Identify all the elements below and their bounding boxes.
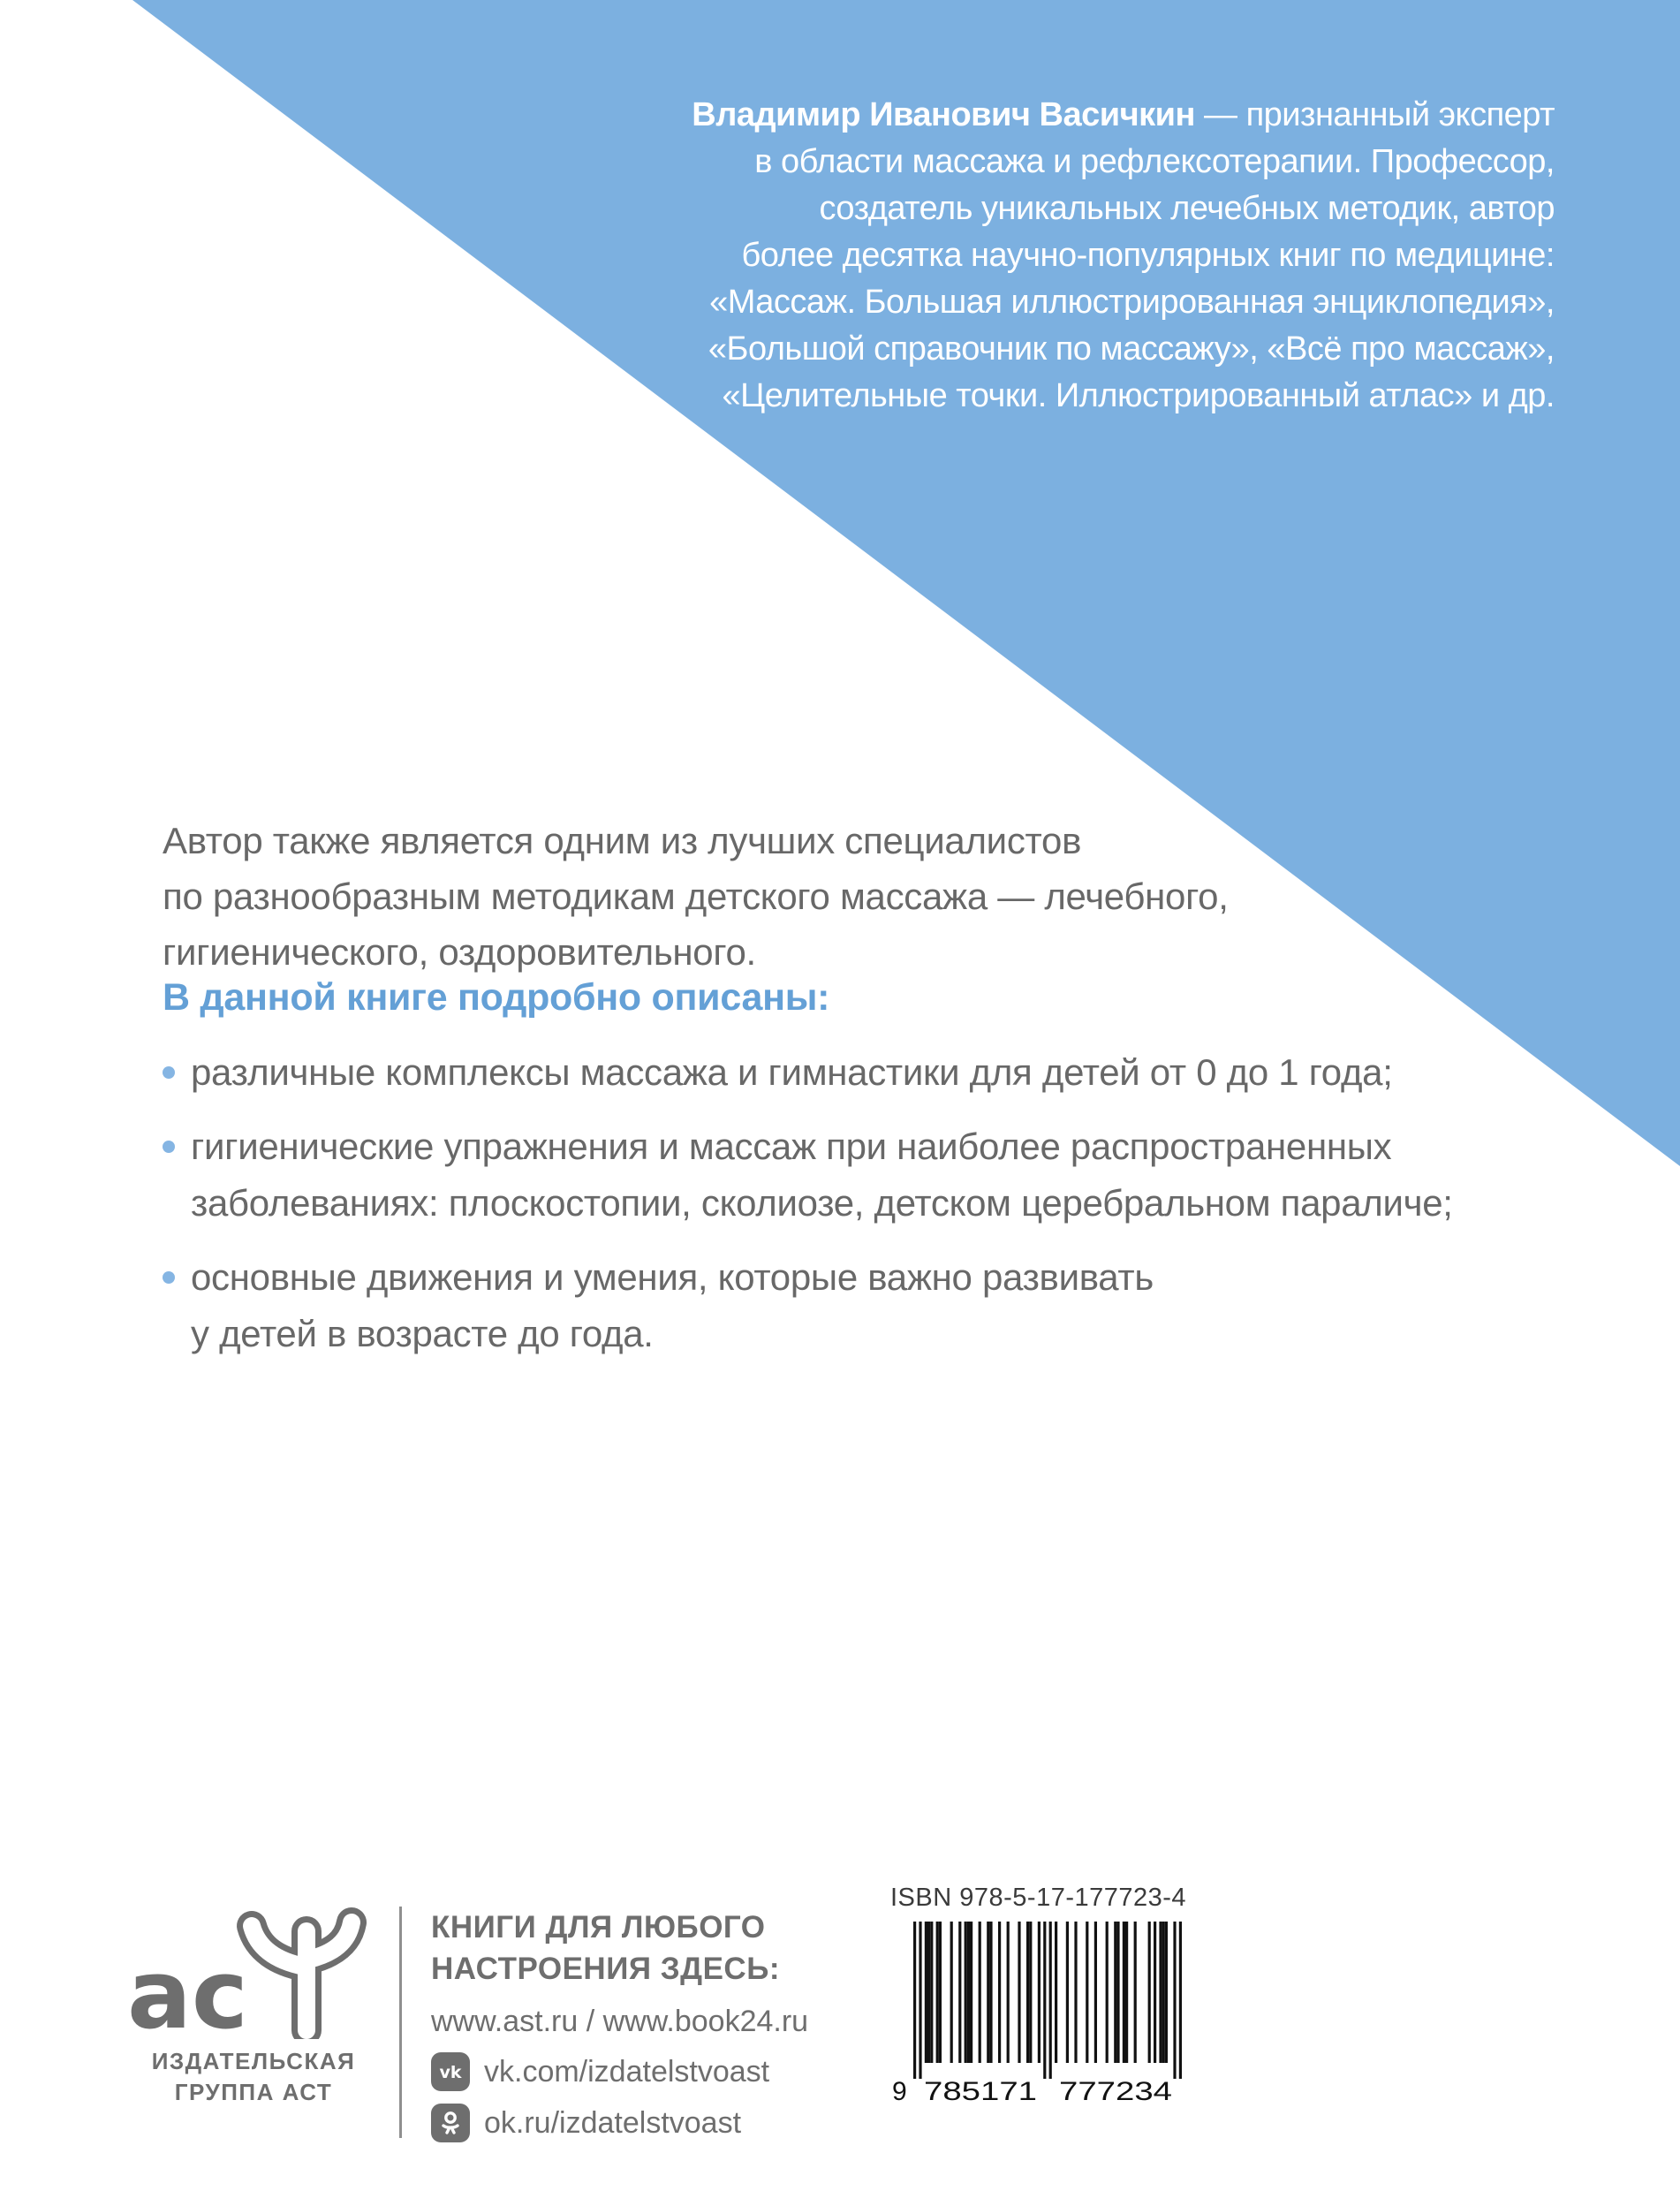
list-item-line: различные комплексы массажа и гимнастики для детей от 0 до 1 года; — [191, 1051, 1393, 1093]
barcode-digits-group1: 785171 — [924, 2077, 1037, 2106]
author-bio-line: в области массажа и рефлексотерапии. Профессор, — [754, 143, 1555, 180]
ast-logo-letters: ас — [127, 1940, 248, 2039]
vk-icon — [431, 2052, 470, 2091]
isbn-label: ISBN 978-5-17-177723-4 — [890, 1884, 1187, 1912]
author-bio-line: «Массаж. Большая иллюстрированная энциклопедия», — [709, 284, 1555, 321]
bullet-dot-icon — [163, 1066, 175, 1079]
promo-block — [431, 1907, 808, 2143]
footer-divider — [399, 1907, 402, 2138]
isbn-block — [890, 1884, 1191, 2111]
ok-link: ok.ru/izdatelstvoast — [484, 2105, 742, 2140]
author-bio-line1-rest: — признанный эксперт — [1194, 96, 1555, 133]
promo-heading-line: НАСТРОЕНИЯ ЗДЕСЬ: — [431, 1952, 781, 1986]
list-item-line: заболеваниях: плоскостопии, сколиозе, детском церебральном параличе; — [191, 1182, 1453, 1224]
author-bio-line: «Большой справочник по массажу», «Всё про массаж», — [708, 330, 1555, 368]
author-name: Владимир Иванович Васичкин — [692, 96, 1195, 133]
barcode-digits-group2: 777234 — [1059, 2077, 1172, 2106]
list-item — [163, 1044, 1487, 1101]
promo-heading-line: КНИГИ ДЛЯ ЛЮБОГО — [431, 1910, 766, 1945]
bullet-dot-icon — [163, 1141, 175, 1153]
publisher-name-line: ИЗДАТЕЛЬСКАЯ — [151, 2048, 356, 2074]
list-item — [163, 1118, 1487, 1232]
author-bio-line: более десятка научно-популярных книг по медицине: — [741, 237, 1555, 274]
author-bio-block — [692, 92, 1555, 420]
list-item-line: основные движения и умения, которые важно развивать — [191, 1256, 1154, 1298]
ok-row — [431, 2103, 808, 2143]
ast-publisher-logo-icon — [125, 1898, 382, 2039]
intro-line: гигиенического, оздоровительного. — [163, 931, 756, 973]
list-item — [163, 1249, 1487, 1362]
list-item-line: у детей в возрасте до года. — [191, 1313, 654, 1354]
intro-line: по разнообразным методикам детского массажа — лечебного, — [163, 876, 1229, 917]
features-list — [163, 1044, 1487, 1380]
intro-line: Автор также является одним из лучших специалистов — [163, 820, 1082, 861]
svg-text:vk: vk — [439, 2063, 462, 2082]
author-bio-line: создатель уникальных лечебных методик, автор — [819, 190, 1555, 227]
ean13-barcode — [890, 1922, 1191, 2107]
website-links: www.ast.ru / www.book24.ru — [431, 2005, 809, 2038]
publisher-name — [125, 2046, 382, 2108]
list-item-line: гигиенические упражнения и массаж при наиболее распространенных — [191, 1126, 1392, 1167]
list-item-text — [191, 1118, 1453, 1232]
bullet-dot-icon — [163, 1271, 175, 1284]
author-bio-line: «Целительные точки. Иллюстрированный атлас» и др. — [722, 377, 1555, 414]
list-item-text — [191, 1249, 1154, 1362]
section-heading: В данной книге подробно описаны: — [163, 976, 830, 1019]
list-item-text — [191, 1044, 1393, 1101]
ok-icon — [431, 2104, 470, 2142]
vk-link: vk.com/izdatelstvoast — [484, 2054, 770, 2089]
intro-paragraph — [163, 813, 1229, 980]
barcode-digit-first: 9 — [892, 2077, 907, 2106]
publisher-name-line: ГРУППА АСТ — [174, 2079, 333, 2105]
vk-row — [431, 2051, 808, 2092]
author-bio-line — [692, 92, 1555, 139]
